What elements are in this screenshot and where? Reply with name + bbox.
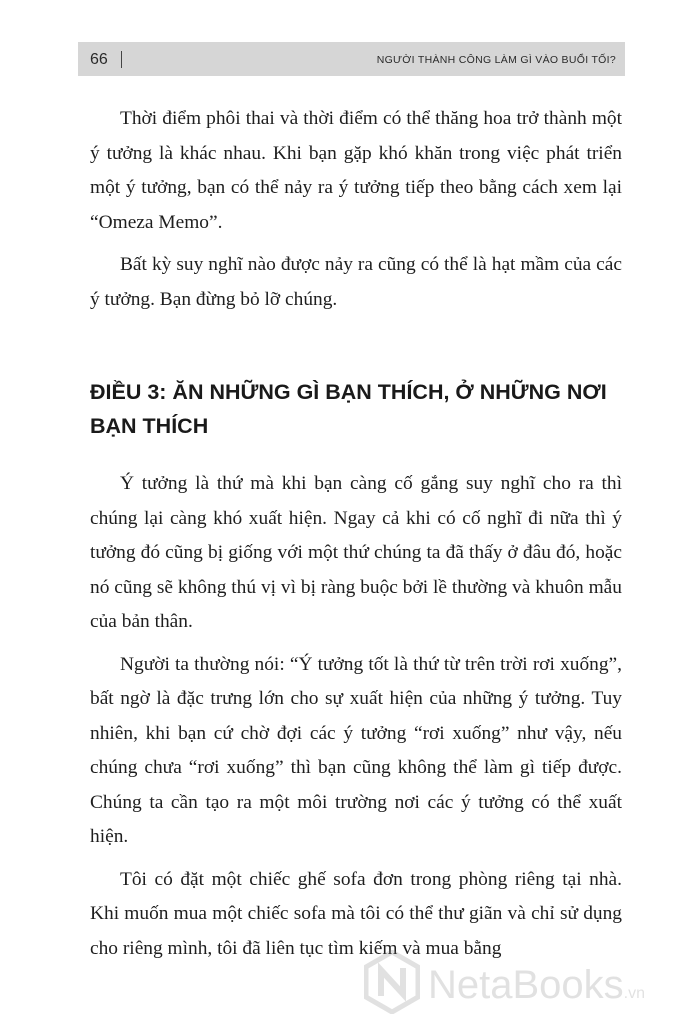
watermark-brand: NetaBooks: [428, 963, 624, 1007]
paragraph-4: Người ta thường nói: “Ý tưởng tốt là thứ từ trên trời rơi xuống”, bất ngờ là đặc trưng lớn cho sự xuất hiện của những ý tưởng. Tuy nhiên, khi bạn cứ chờ đợi các ý tưởng “rơi xuống” như vậy, nếu chúng chưa “rơi xuống” thì bạn cũng không thể làm gì tiếp được. Chúng ta cần tạo ra một môi trường nơi các ý tưởng có thể xuất hiện.: [90, 653, 622, 847]
watermark-suffix: .vn: [623, 985, 646, 1002]
watermark: [364, 950, 694, 1020]
paragraph-3: Ý tưởng là thứ mà khi bạn càng cố gắng suy nghĩ cho ra thì chúng lại càng khó xuất hiện. Ngay cả khi có cố nghĩ đi nữa thì ý tưởng đó cũng bị giống với một thứ chúng ta đã thấy ở đâu đó, hoặc nó cũng sẽ không thú vị vì bị ràng buộc bởi lề thường và khuôn mẫu của bản thân.: [90, 473, 622, 632]
paragraph-5: Tôi có đặt một chiếc ghế sofa đơn trong phòng riêng tại nhà. Khi muốn mua một chiếc sofa mà tôi có thể thư giãn và chỉ sử dụng cho riêng mình, tôi đã liên tục tìm kiếm và mua bằng: [90, 868, 622, 959]
header-divider: [121, 51, 122, 68]
watermark-text: [428, 960, 645, 1019]
running-title: NGƯỜI THÀNH CÔNG LÀM GÌ VÀO BUỔI TỐI?: [376, 54, 616, 66]
paragraph-1: Thời điểm phôi thai và thời điểm có thể thăng hoa trở thành một ý tưởng là khác nhau. Khi bạn gặp khó khăn trong việc phát triển một ý tưởng, bạn có thể nảy ra ý tưởng tiếp theo bằng cách xem lại “Omeza Memo”.: [90, 108, 622, 233]
netabooks-logo-icon: [364, 950, 420, 1014]
page-number: 66: [90, 51, 108, 68]
paragraph-2: Bất kỳ suy nghĩ nào được nảy ra cũng có thể là hạt mầm của các ý tưởng. Bạn đừng bỏ lỡ chúng.: [90, 254, 622, 310]
section-heading: ĐIỀU 3: ĂN NHỮNG GÌ BẠN THÍCH, Ở NHỮNG NƠI BẠN THÍCH: [90, 380, 607, 438]
page-body: [90, 102, 622, 966]
